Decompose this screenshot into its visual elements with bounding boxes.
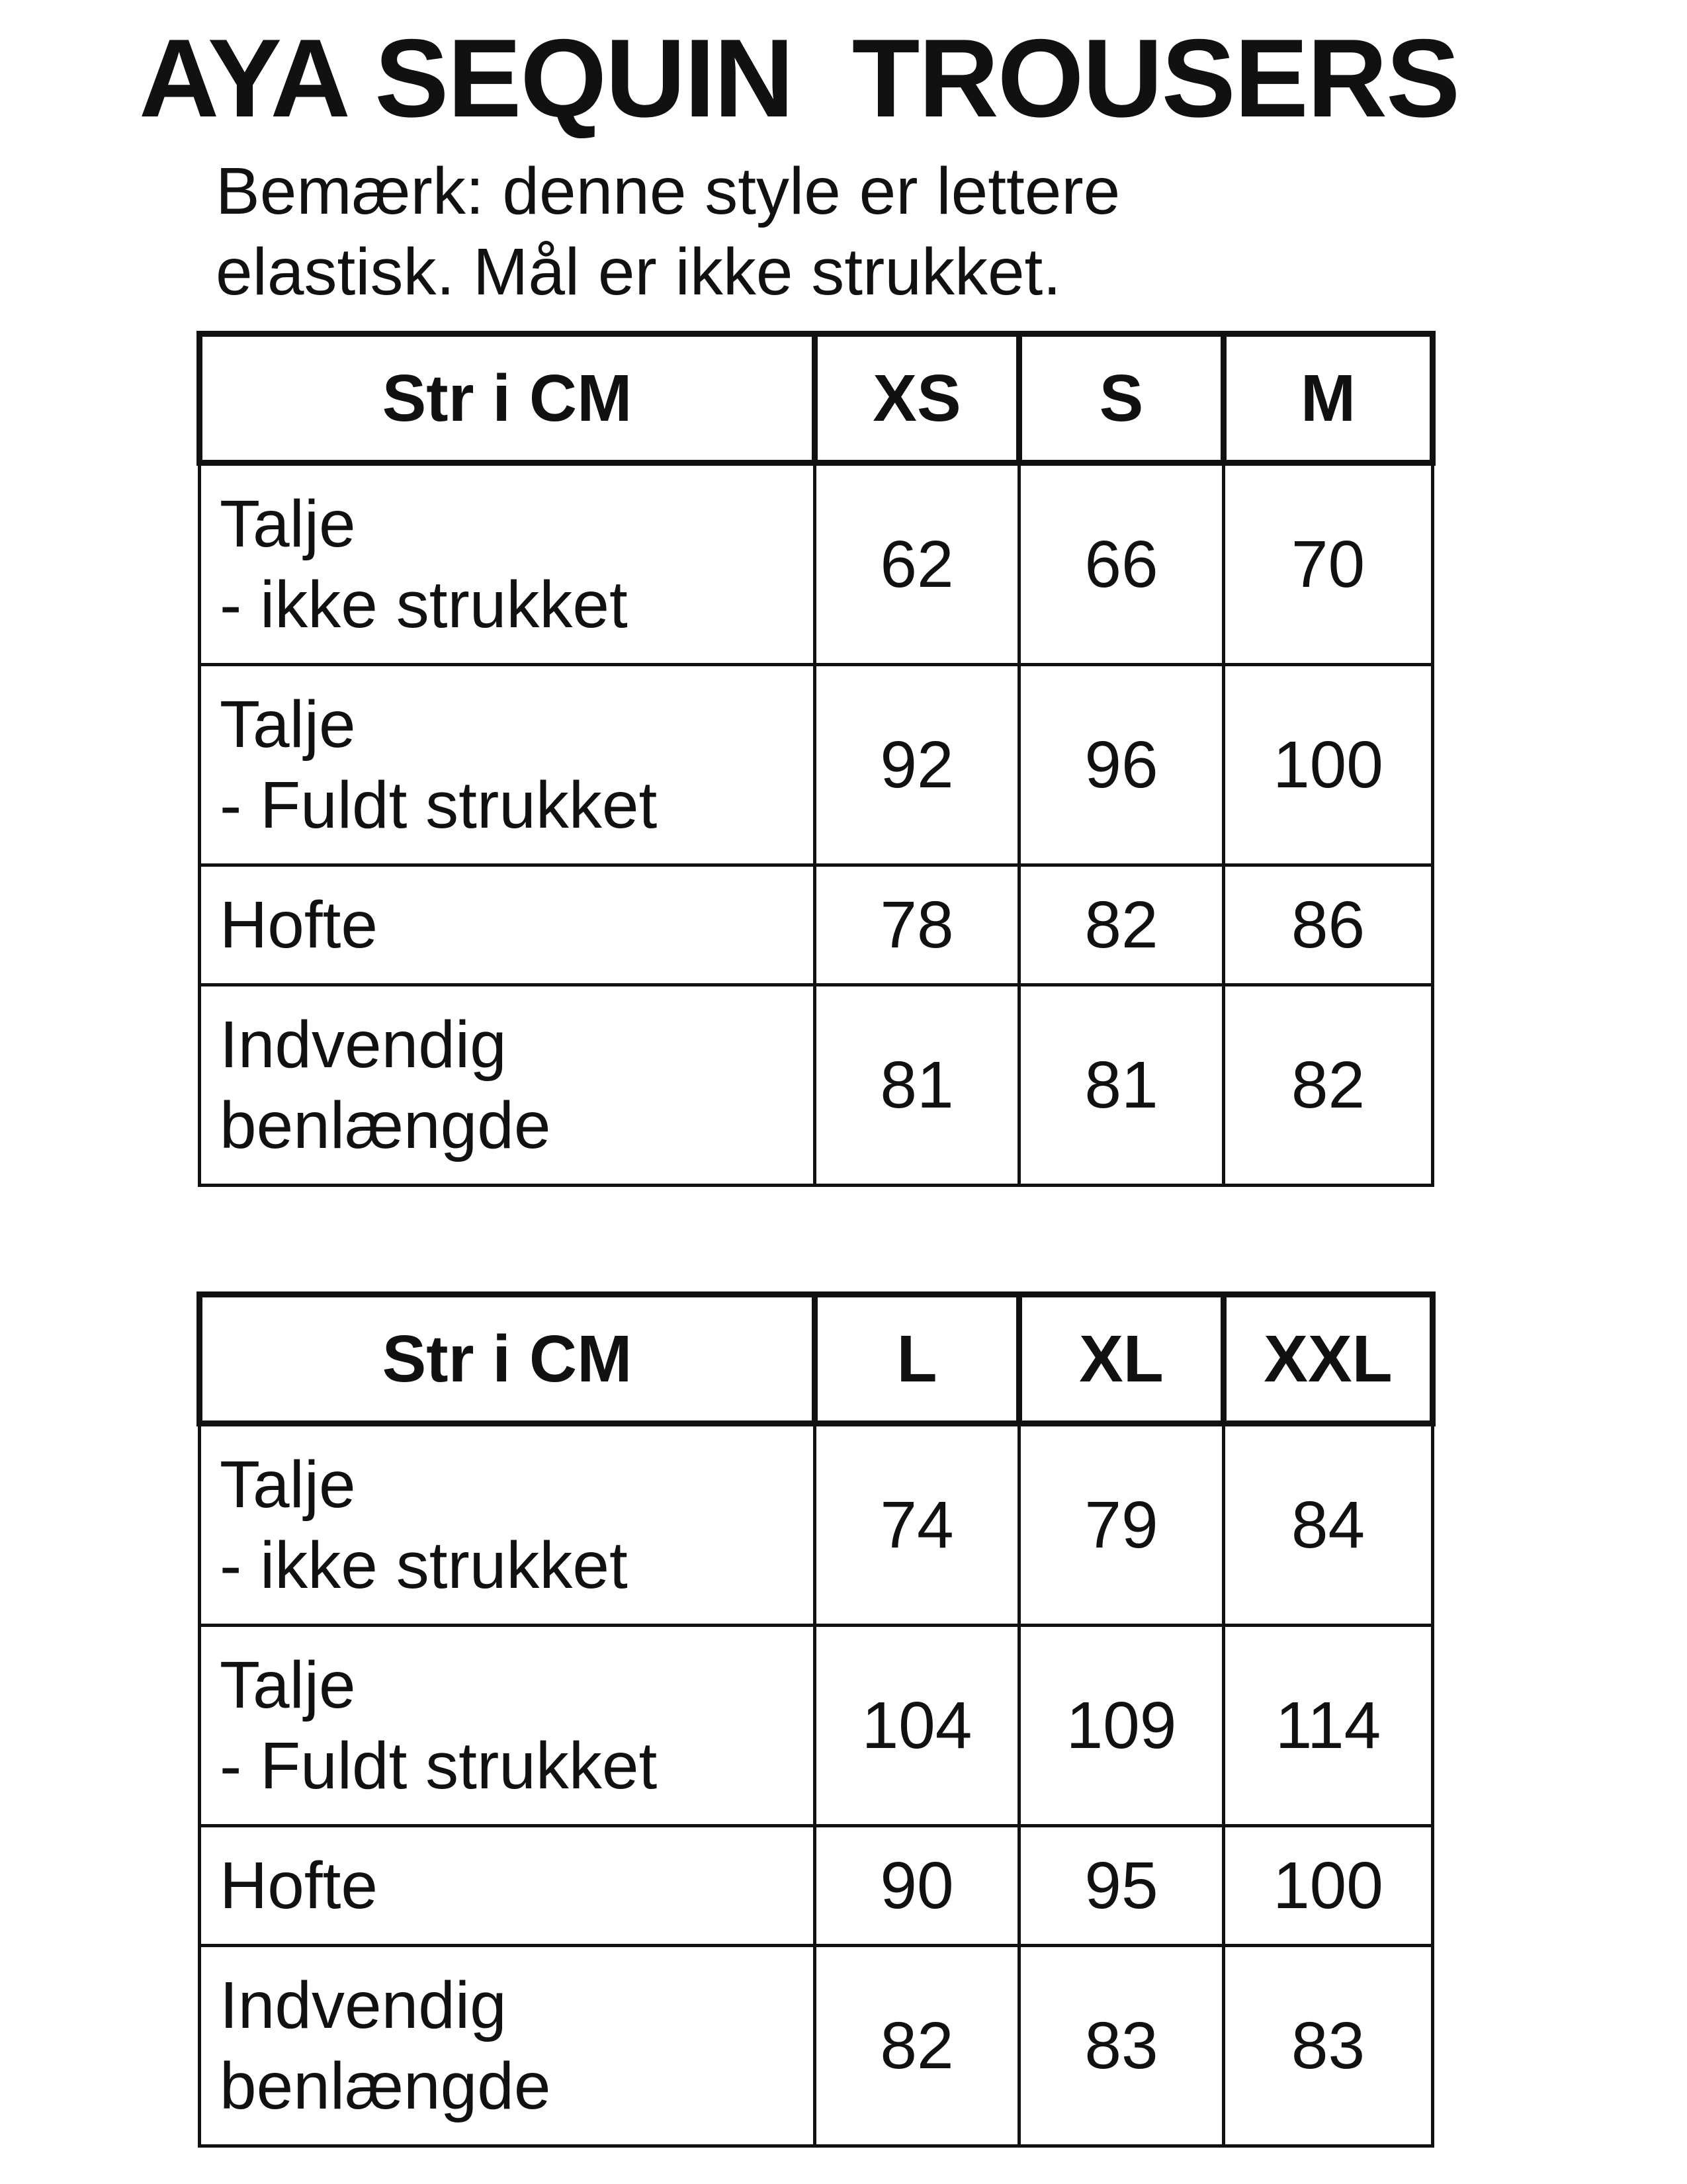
- header-size: XS: [815, 334, 1019, 463]
- row-label: [200, 665, 815, 865]
- cell-value: 74: [815, 1424, 1019, 1626]
- row-label: [200, 865, 815, 985]
- cell-value: 84: [1224, 1424, 1433, 1626]
- cell-value: 90: [815, 1826, 1019, 1946]
- row-label-line: - Fuldt strukket: [220, 1729, 658, 1803]
- header-size: M: [1224, 334, 1433, 463]
- row-label: [200, 463, 815, 665]
- note-line-2: elastisk. Mål er ikke strukket.: [216, 235, 1062, 309]
- cell-value: 86: [1224, 865, 1433, 985]
- cell-value: 109: [1019, 1626, 1224, 1826]
- header-label: Str i CM: [200, 1295, 815, 1424]
- table-row: [200, 985, 1433, 1186]
- table-row: [200, 1826, 1433, 1946]
- page-title: AYA SEQUIN TROUSERS: [139, 16, 1459, 140]
- row-label: [200, 985, 815, 1186]
- row-label-line: Hofte: [220, 888, 378, 962]
- cell-value: 82: [1019, 865, 1224, 985]
- row-label-line: Talje: [220, 487, 356, 561]
- row-label-line: Talje: [220, 687, 356, 762]
- size-table-2: [196, 1291, 1436, 2148]
- cell-value: 92: [815, 665, 1019, 865]
- header-label: Str i CM: [200, 334, 815, 463]
- cell-value: 96: [1019, 665, 1224, 865]
- cell-value: 83: [1019, 1946, 1224, 2146]
- cell-value: 114: [1224, 1626, 1433, 1826]
- cell-value: 79: [1019, 1424, 1224, 1626]
- row-label-line: Talje: [220, 1448, 356, 1522]
- size-table-1: [196, 331, 1436, 1187]
- table-row: [200, 665, 1433, 865]
- row-label: [200, 1946, 815, 2146]
- header-row: [200, 334, 1433, 463]
- row-label: [200, 1626, 815, 1826]
- header-size: XL: [1019, 1295, 1224, 1424]
- cell-value: 95: [1019, 1826, 1224, 1946]
- cell-value: 62: [815, 463, 1019, 665]
- row-label-line: - ikke strukket: [220, 568, 628, 642]
- row-label-line: Talje: [220, 1648, 356, 1722]
- row-label-line: benlængde: [220, 1088, 551, 1162]
- table-row: [200, 1626, 1433, 1826]
- cell-value: 83: [1224, 1946, 1433, 2146]
- cell-value: 82: [815, 1946, 1019, 2146]
- cell-value: 82: [1224, 985, 1433, 1186]
- row-label: [200, 1826, 815, 1946]
- row-label-line: - ikke strukket: [220, 1528, 628, 1602]
- row-label-line: Hofte: [220, 1849, 378, 1923]
- header-size: L: [815, 1295, 1019, 1424]
- cell-value: 66: [1019, 463, 1224, 665]
- cell-value: 81: [1019, 985, 1224, 1186]
- table-row: [200, 1946, 1433, 2146]
- table-row: [200, 1424, 1433, 1626]
- row-label-line: benlængde: [220, 2049, 551, 2123]
- row-label: [200, 1424, 815, 1626]
- header-size: XXL: [1224, 1295, 1433, 1424]
- header-size: S: [1019, 334, 1224, 463]
- cell-value: 70: [1224, 463, 1433, 665]
- row-label-line: Indvendig: [220, 1968, 507, 2042]
- row-label-line: - Fuldt strukket: [220, 768, 658, 842]
- row-label-line: Indvendig: [220, 1008, 507, 1082]
- table-row: [200, 865, 1433, 985]
- header-row: [200, 1295, 1433, 1424]
- note: [216, 151, 1120, 312]
- cell-value: 81: [815, 985, 1019, 1186]
- cell-value: 78: [815, 865, 1019, 985]
- note-line-1: Bemærk: denne style er lettere: [216, 154, 1121, 228]
- table-row: [200, 463, 1433, 665]
- cell-value: 100: [1224, 665, 1433, 865]
- cell-value: 104: [815, 1626, 1019, 1826]
- cell-value: 100: [1224, 1826, 1433, 1946]
